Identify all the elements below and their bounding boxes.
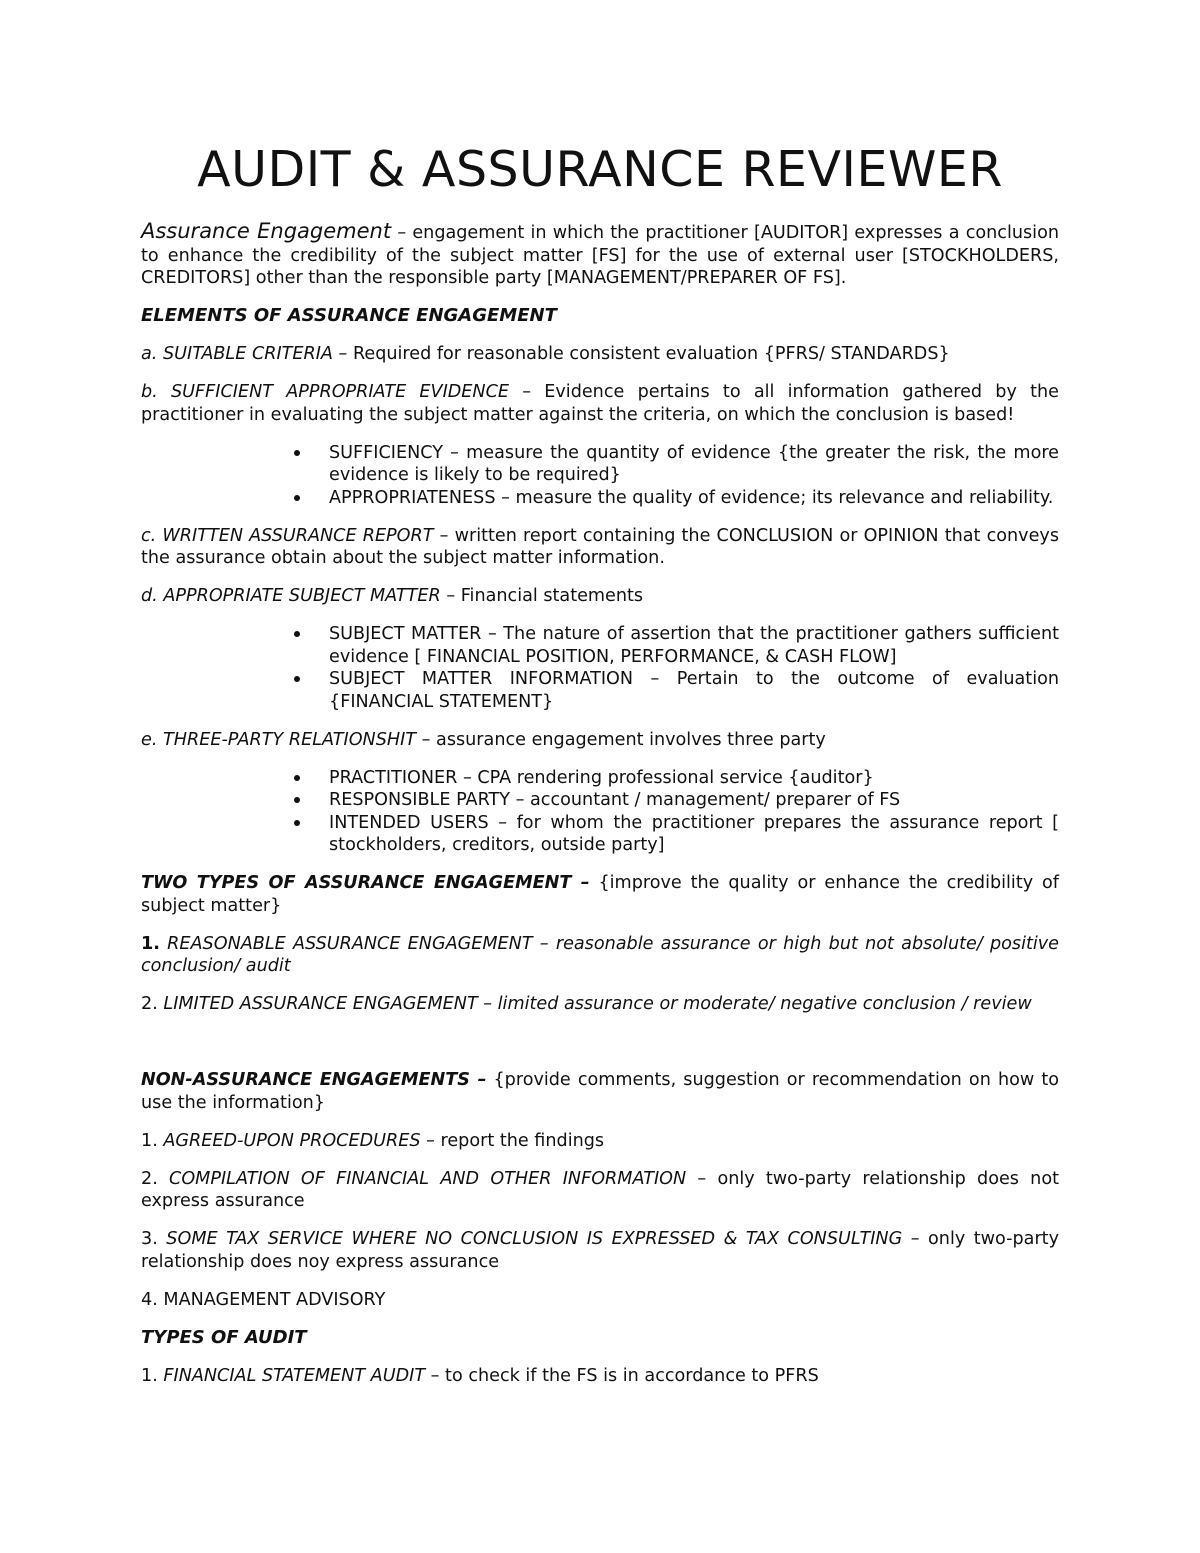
element-b-bullets (141, 442, 1059, 510)
item-text: – only two-party relationship does not express assurance (141, 1168, 1059, 1211)
element-b-text: – Evidence pertains to all information gathered by the practitioner in evaluating the subject matter against the criteria, on which the conclusion is based! (141, 382, 1059, 425)
bullet-icon (294, 676, 300, 682)
list-item-text: SUBJECT MATTER – The nature of assertion that the practitioner gathers sufficient evidence [ FINANCIAL POSITION, PERFORMANCE, & CASH FLOW] (329, 624, 1059, 667)
list-item (329, 812, 1059, 857)
item-text: – report the findings (420, 1130, 605, 1151)
element-c-label: c. WRITTEN ASSURANCE REPORT (141, 525, 434, 546)
document-page (141, 138, 1059, 1403)
elements-heading: ELEMENTS OF ASSURANCE ENGAGEMENT (141, 305, 557, 326)
element-d-bullets (141, 623, 1059, 713)
item-number: 2. (141, 994, 158, 1014)
item-text: MANAGEMENT ADVISORY (157, 1289, 386, 1310)
element-d-text: – Financial statements (440, 586, 644, 606)
element-b-label: b. SUFFICIENT APPROPRIATE EVIDENCE (141, 382, 509, 402)
element-a-label: a. SUITABLE CRITERIA (141, 344, 333, 364)
item-label: COMPILATION OF FINANCIAL AND OTHER INFORMATION (157, 1168, 687, 1189)
assurance-definition (141, 220, 1059, 290)
list-item-text: APPROPRIATENESS – measure the quality of evidence; its relevance and reliability. (329, 487, 1054, 508)
section-spacer (141, 1031, 1059, 1069)
element-b (141, 381, 1059, 426)
list-item (329, 789, 1059, 812)
element-e (141, 729, 1059, 752)
non-assurance-item-3 (141, 1228, 1059, 1273)
list-item (329, 767, 1059, 790)
non-assurance-heading: NON-ASSURANCE ENGAGEMENTS – (141, 1070, 487, 1090)
item-number: 3. (141, 1229, 158, 1249)
list-item-text: PRACTITIONER – CPA rendering professional service {auditor} (329, 767, 874, 788)
element-a-text: – Required for reasonable consistent evaluation {PFRS/ STANDARDS} (332, 344, 950, 364)
types-audit-item-1 (141, 1365, 1059, 1388)
item-number: 1. (141, 933, 160, 954)
non-assurance-intro (141, 1069, 1059, 1114)
item-number: 4. (141, 1289, 158, 1310)
types-audit-heading: TYPES OF AUDIT (141, 1326, 307, 1348)
non-assurance-item-4 (141, 1289, 1059, 1312)
list-item-text: SUBJECT MATTER INFORMATION – Pertain to the outcome of evaluation {FINANCIAL STATEMENT} (329, 669, 1059, 712)
item-text: – only two-party relationship does noy express assurance (141, 1229, 1059, 1272)
element-c (141, 525, 1059, 570)
bullet-icon (294, 495, 300, 501)
two-types-intro (141, 872, 1059, 917)
item-text: – to check if the FS is in accordance to PFRS (425, 1365, 819, 1386)
element-e-bullets (141, 767, 1059, 857)
item-number: 1. (141, 1130, 158, 1151)
item-text: REASONABLE ASSURANCE ENGAGEMENT – reasonable assurance or high but not absolute/ positive conclusion/ audit (141, 933, 1059, 976)
item-label: FINANCIAL STATEMENT AUDIT (157, 1365, 426, 1386)
list-item (329, 442, 1059, 487)
list-item-text: RESPONSIBLE PARTY – accountant / management/ preparer of FS (329, 790, 901, 810)
assurance-definition-text: – engagement in which the practitioner [AUDITOR] expresses a conclusion to enhance the credibility of the subject matter [FS] for the use of external user [STOCKHOLDERS, CREDITORS] other than the responsible party [MANAGEMENT/PREPARER OF FS]. (141, 223, 1059, 288)
bullet-icon (294, 775, 300, 781)
element-e-text: – assurance engagement involves three party (416, 729, 826, 750)
bullet-icon (294, 797, 300, 803)
bullet-icon (294, 631, 300, 637)
item-number: 2. (141, 1168, 158, 1189)
non-assurance-item-2 (141, 1168, 1059, 1213)
two-types-item-2 (141, 993, 1059, 1016)
item-label: AGREED-UPON PROCEDURES (157, 1130, 421, 1151)
bullet-icon (294, 450, 300, 456)
list-item-text: SUFFICIENCY – measure the quantity of evidence {the greater the risk, the more evidence is likely to be required} (329, 442, 1059, 485)
list-item (329, 668, 1059, 713)
element-a (141, 343, 1059, 366)
item-text: LIMITED ASSURANCE ENGAGEMENT – limited assurance or moderate/ negative conclusion / review (157, 994, 1032, 1014)
bullet-icon (294, 820, 300, 826)
element-d-label: d. APPROPRIATE SUBJECT MATTER (141, 586, 441, 606)
page-title: AUDIT & ASSURANCE REVIEWER (197, 141, 1003, 198)
assurance-term: Assurance Engagement (141, 219, 392, 243)
list-item-text: INTENDED USERS – for whom the practitioner prepares the assurance report [ stockholders, creditors, outside party] (329, 812, 1059, 855)
list-item (329, 487, 1059, 510)
item-label: SOME TAX SERVICE WHERE NO CONCLUSION IS EXPRESSED & TAX CONSULTING (157, 1229, 903, 1249)
element-c-text: – written report containing the CONCLUSION or OPINION that conveys the assurance obtain about the subject matter information. (141, 525, 1060, 568)
two-types-heading: TWO TYPES OF ASSURANCE ENGAGEMENT – (141, 873, 590, 893)
two-types-note: {improve the quality or enhance the credibility of subject matter} (141, 873, 1059, 916)
two-types-item-1 (141, 933, 1059, 978)
element-e-label: e. THREE-PARTY RELATIONSHIT (141, 729, 417, 750)
item-number: 1. (141, 1365, 158, 1386)
non-assurance-item-1 (141, 1130, 1059, 1153)
non-assurance-note: {provide comments, suggestion or recommendation on how to use the information} (141, 1070, 1060, 1113)
list-item (329, 623, 1059, 668)
element-d (141, 585, 1059, 608)
